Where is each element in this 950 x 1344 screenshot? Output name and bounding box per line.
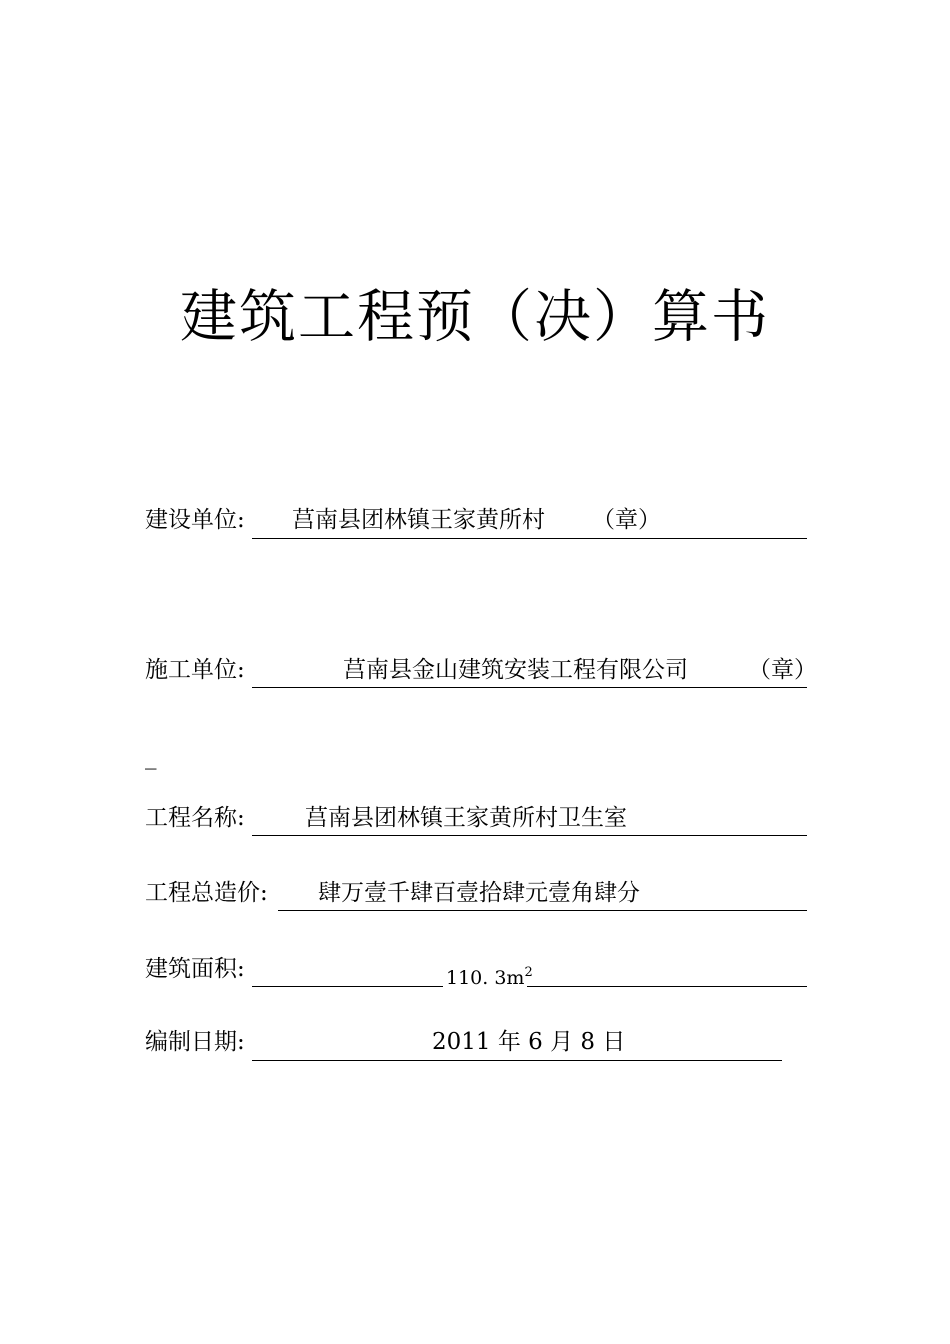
floor-area-value — [446, 958, 533, 993]
contractor-underline — [252, 687, 807, 688]
total-cost-underline — [278, 910, 807, 911]
contractor-value: 莒南县金山建筑安装工程有限公司 — [343, 657, 688, 683]
builder-seal: （章） — [592, 507, 661, 533]
floor-area-number: 110. 3m — [446, 967, 525, 989]
floor-area-unit-superscript: 2 — [524, 965, 533, 980]
floor-area-underline-left — [252, 986, 443, 987]
builder-label: 建设单位: — [145, 507, 245, 533]
floor-area-underline-right — [527, 986, 807, 987]
compile-date-underline — [252, 1060, 782, 1061]
compile-date-value: 2011 年 6 月 8 日 — [432, 1029, 626, 1055]
floor-area-label: 建筑面积: — [145, 956, 245, 982]
total-cost-label: 工程总造价: — [145, 880, 268, 906]
stray-underscore: _ — [145, 744, 157, 770]
project-name-value: 莒南县团林镇王家黄所村卫生室 — [305, 805, 627, 831]
total-cost-value: 肆万壹千肆百壹拾肆元壹角肆分 — [318, 880, 640, 906]
compile-date-label: 编制日期: — [145, 1029, 245, 1055]
builder-value: 莒南县团林镇王家黄所村 — [292, 507, 545, 533]
contractor-label: 施工单位: — [145, 657, 245, 683]
document-title: 建筑工程预（决）算书 — [180, 284, 770, 350]
project-name-label: 工程名称: — [145, 805, 245, 831]
builder-underline — [252, 538, 807, 539]
contractor-seal: （章） — [748, 657, 817, 683]
project-name-underline — [252, 835, 807, 836]
